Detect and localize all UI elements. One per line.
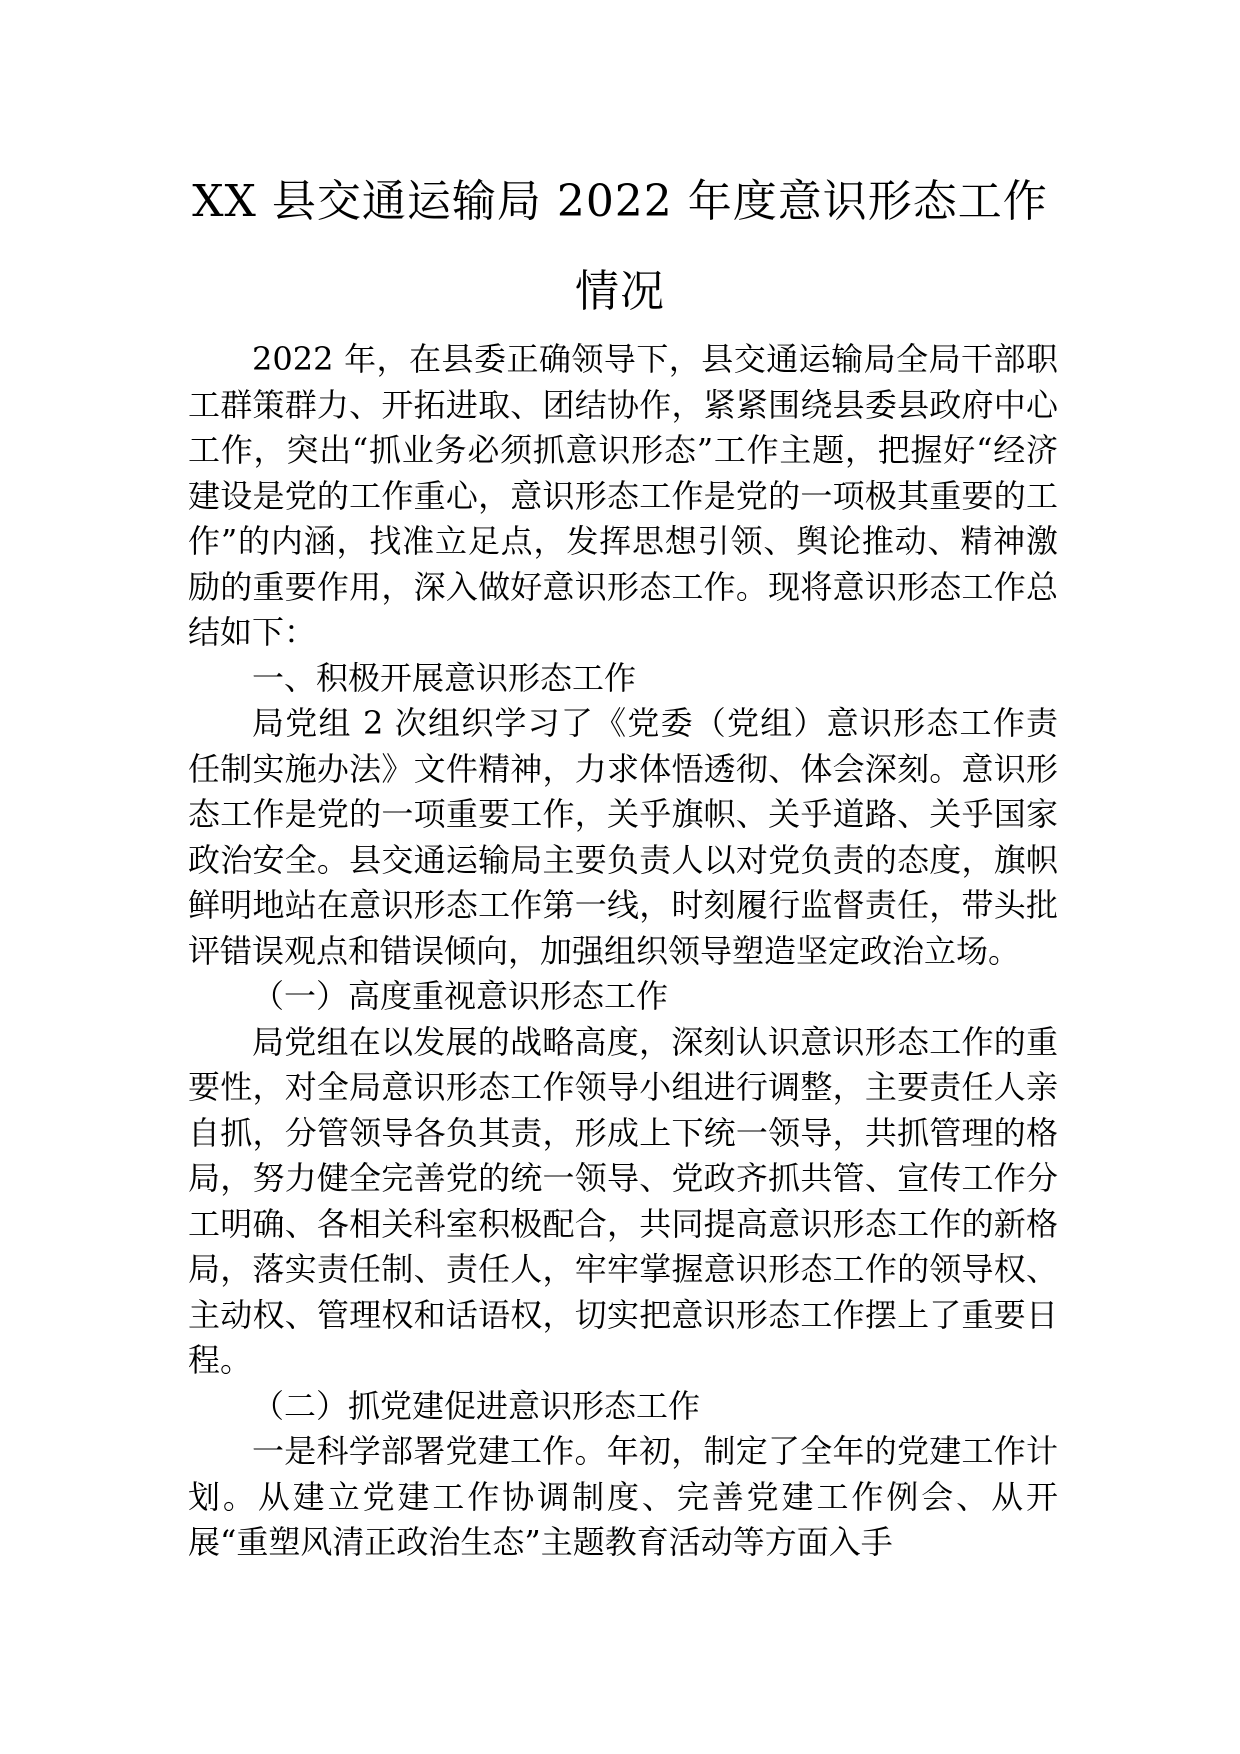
intro-paragraph: 2022 年，在县委正确领导下，县交通运输局全局干部职工群策群力、开拓进取、团结协作，紧紧围绕县委县政府中心工作，突出“抓业务必须抓意识形态”工作主题，把握好“经济建设是党的工作重心，意识形态工作是党的一项极其重要的工作”的内涵，找准立足点，发挥思想引领、舆论推动、精神激励的重要作用，深入做好意识形态工作。现将意识形态工作总结如下： <box>188 340 1058 651</box>
document-title-line-1: XX 县交通运输局 2022 年度意识形态工作 <box>192 176 1048 227</box>
subsection-2-paragraph: 一是科学部署党建工作。年初，制定了全年的党建工作计划。从建立党建工作协调制度、完善党建工作例会、从开展“重塑风清正政治生态”主题教育活动等方面入手 <box>188 1432 1058 1561</box>
subsection-heading-1: （一）高度重视意识形态工作 <box>252 977 669 1015</box>
subsection-heading-2: （二）抓党建促进意识形态工作 <box>252 1386 701 1425</box>
section-heading-1: 一、积极开展意识形态工作 <box>252 658 637 697</box>
document-body <box>188 337 1058 1566</box>
document-title-line-2: 情况 <box>575 266 665 317</box>
section-1-paragraph: 局党组 2 次组织学习了《党委（党组）意识形态工作责任制实施办法》文件精神，力求体悟透彻、体会深刻。意识形态工作是党的一项重要工作，关乎旗帜、关乎道路、关乎国家政治安全。县交通运输局主要负责人以对党负责的态度，旗帜鲜明地站在意识形态工作第一线，时刻履行监督责任，带头批评错误观点和错误倾向，加强组织领导塑造坚定政治立场。 <box>188 704 1058 970</box>
subsection-1-paragraph: 局党组在以发展的战略高度，深刻认识意识形态工作的重要性，对全局意识形态工作领导小组进行调整，主要责任人亲自抓，分管领导各负其责，形成上下统一领导，共抓管理的格局，努力健全完善党的统一领导、党政齐抓共管、宣传工作分工明确、各相关科室积极配合，共同提高意识形态工作的新格局，落实责任制、责任人，牢牢掌握意识形态工作的领导权、主动权、管理权和话语权，切实把意识形态工作摆上了重要日程。 <box>188 1022 1058 1379</box>
